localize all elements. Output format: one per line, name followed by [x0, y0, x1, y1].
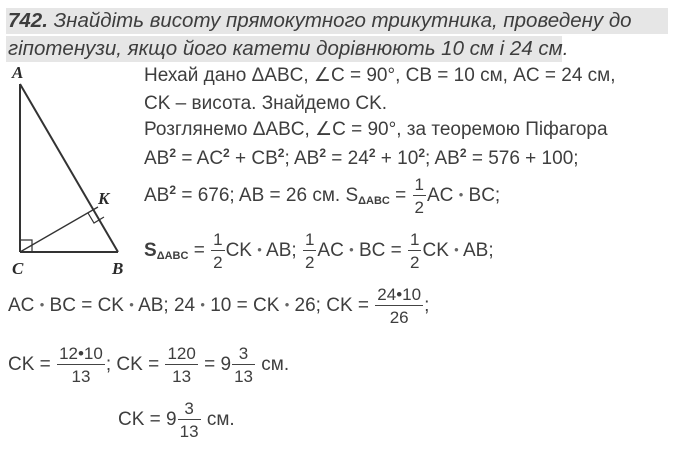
solution-line-2: CK – висота. Знайдемо CK. [144, 93, 388, 114]
solution-line-7: AC • BC = CK • AB; 24 • 10 = CK • 26; CK = $\frac{24•10}{26}$ ; [8, 285, 430, 327]
vertex-a-label: A [12, 63, 24, 82]
fraction-half: $\frac{1}{2}$ [414, 175, 424, 217]
task-number: 742. [8, 9, 48, 32]
vertex-k-label: K [98, 189, 110, 208]
fraction-120-over-13: $\frac{120}{13}$ [167, 344, 196, 386]
vertex-c-label: C [12, 259, 24, 278]
fraction-3-over-13: $\frac{3}{13}$ [179, 399, 199, 441]
task-text-1: Знайдіть висоту прямокутного трикутника, проведену до [47, 9, 632, 32]
solution-line-3: Розглянемо ΔABC, ∠C = 90°, за теоремою Піфагора [144, 119, 608, 140]
fraction-half: $\frac{1}{2}$ [213, 230, 223, 272]
task-text-2: гіпотенузи, якщо його катети дорівнюють 10 см і 24 см. [8, 37, 569, 60]
vertex-b-label: B [112, 259, 124, 278]
solution-line-8: CK = $\frac{12•10}{13}$ ; CK = $\frac{120}{13}$ = 9 $\frac{3}{13}$ см. [8, 344, 290, 386]
fraction-half: $\frac{1}{2}$ [410, 230, 420, 272]
solution-final-answer: CK = 9 $\frac{3}{13}$ см. [118, 399, 235, 441]
fraction-12x10-over-13: $\frac{12•10}{13}$ [59, 344, 103, 386]
fraction-3-over-13: $\frac{3}{13}$ [234, 344, 253, 386]
solution-line-1: Нехай дано ΔABC, ∠C = 90°, CB = 10 см, AC = 24 см, [144, 65, 616, 86]
right-triangle-figure [6, 62, 136, 278]
solution-line-5: $AB^2 = 676$; AB = 26 см. $S_{\Delta ABC}$ = $\frac{1}{2}$ AC • BC; [144, 175, 501, 217]
solution-line-6: $S_{\Delta ABC}$ = $\frac{1}{2}$ CK • AB; $\frac{1}{2}$ AC • BC = $\frac{1}{2}$ CK • AB; [144, 230, 494, 272]
task-statement-line-1 [8, 8, 632, 34]
task-statement-line-2 [8, 36, 568, 62]
solution-line-4: $AB^2 = AC^2 + CB^2$; $AB^2 = 24^2 + 10^2$; $AB^2 = 576 + 100$; [144, 146, 579, 169]
fraction-24x10-over-26: $\frac{24•10}{26}$ [377, 285, 422, 327]
fraction-half: $\frac{1}{2}$ [304, 230, 315, 272]
